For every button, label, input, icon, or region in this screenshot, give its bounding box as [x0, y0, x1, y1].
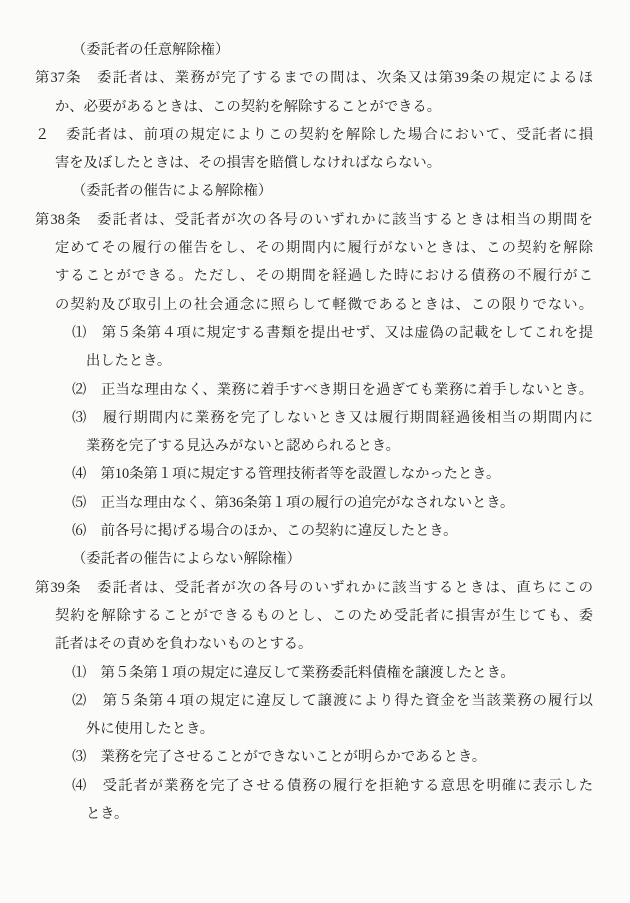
text-line: ⑷ 受託者が業務を完了させる債務の履行を拒絶する意思を明確に表示した: [72, 777, 593, 794]
text-line: ⑶ 業務を完了させることができないことが明らかであるとき。: [72, 749, 487, 766]
text-line: （委託者の催告による解除権）: [72, 183, 273, 200]
text-line: 第37条 委託者は、業務が完了するまでの間は、次条又は第39条の規定によるほ: [35, 70, 593, 87]
text-line: 業務を完了する見込みがないと認められるとき。: [86, 438, 400, 455]
text-line: することができる。ただし、その期間を経過した時における債務の不履行がこ: [55, 268, 593, 285]
text-line: 託者はその責めを負わないものとする。: [55, 636, 313, 653]
text-line: ⑴ 第５条第１項の規定に違反して業務委託料債権を譲渡したとき。: [72, 664, 515, 681]
text-line: （委託者の催告によらない解除権）: [72, 551, 301, 568]
text-line: ⑵ 第５条第４項の規定に違反して譲渡により得た資金を当該業務の履行以: [72, 692, 593, 709]
text-line: （委託者の任意解除権）: [72, 42, 230, 58]
text-line: か、必要があるときは、この契約を解除することができる。: [55, 98, 442, 115]
text-line: 第38条 委託者は、受託者が次の各号のいずれかに該当するときは相当の期間を: [35, 211, 593, 228]
text-line: 外に使用したとき。: [86, 721, 215, 738]
text-line: ⑷ 第10条第１項に規定する管理技術者等を設置しなかったとき。: [72, 466, 501, 483]
text-line: 定めてその履行の催告をし、その期間内に履行がないときは、この契約を解除: [55, 240, 593, 257]
text-line: 出したとき。: [86, 353, 172, 370]
text-line: ２ 委託者は、前項の規定によりこの契約を解除した場合において、受託者に損: [35, 126, 593, 143]
text-line: ⑸ 正当な理由なく、第36条第１項の履行の追完がなされないとき。: [72, 494, 515, 511]
text-line: 害を及ぼしたときは、その損害を賠償しなければならない。: [55, 155, 442, 172]
document-body: [0, 36, 630, 828]
text-line: の契約及び取引上の社会通念に照らして軽微であるときは、この限りでない。: [55, 296, 593, 313]
text-line: ⑵ 正当な理由なく、業務に着手すべき期日を過ぎても業務に着手しないとき。: [72, 381, 593, 398]
text-line: 契約を解除することができるものとし、このため受託者に損害が生じても、委: [55, 607, 593, 624]
text-line: ⑶ 履行期間内に業務を完了しないとき又は履行期間経過後相当の期間内に: [72, 409, 593, 426]
text-line: ⑹ 前各号に掲げる場合のほか、この契約に違反したとき。: [72, 523, 458, 540]
text-line: 第39条 委託者は、受託者が次の各号のいずれかに該当するときは、直ちにこの: [35, 579, 593, 596]
text-line: ⑴ 第５条第４項に規定する書類を提出せず、又は虚偽の記載をしてこれを提: [72, 324, 593, 341]
text-line: とき。: [86, 806, 129, 823]
